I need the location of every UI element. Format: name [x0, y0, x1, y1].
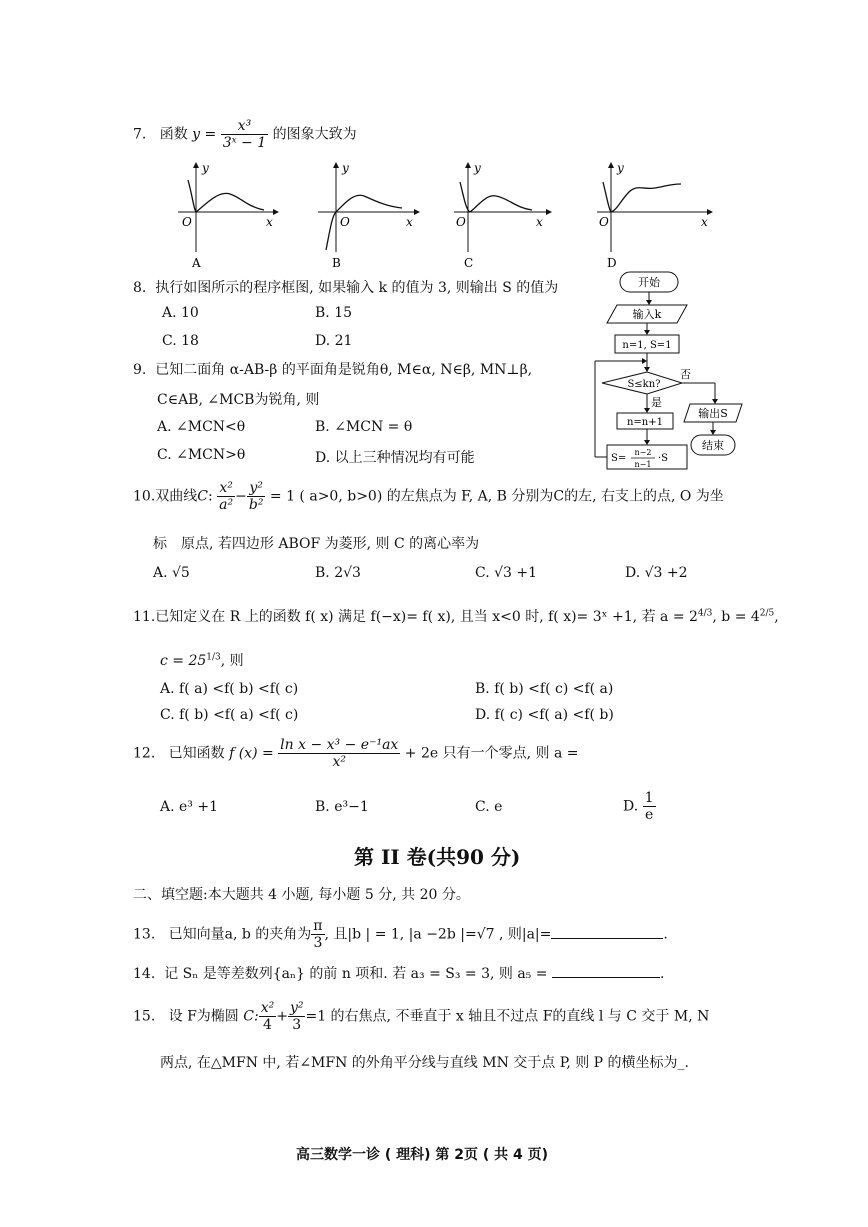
- q8-option-a: A. 10: [162, 305, 199, 321]
- q12-option-b: B. e³−1: [315, 799, 369, 815]
- q7-fraction: $\frac{\text{x³}}{\text{3ˣ − 1}}$: [222, 118, 267, 152]
- graph-b-origin: O: [340, 215, 350, 229]
- q12-option-a: A. e³ +1: [160, 799, 218, 815]
- graph-b-x-label: x: [406, 215, 413, 229]
- q15-frac-x: $\frac{\text{x²}}{4}$: [260, 1000, 275, 1034]
- q11-option-b: B. f( b) <f( c) <f( a): [475, 681, 614, 697]
- q9-stem-line2: C∈AB, ∠MCB为锐角, 则: [157, 392, 320, 408]
- q14-answer-blank[interactable]: [552, 977, 660, 978]
- graph-a-label: A: [192, 256, 201, 270]
- q15-frac-y: $\frac{\text{y²}}{3}$: [289, 1000, 304, 1034]
- flow-update-rhs: ·S: [658, 453, 669, 464]
- q11-stem-line2: $c = 25^{1/3}$, 则: [160, 652, 244, 669]
- flow-update-den: n−1: [634, 460, 652, 469]
- graph-d-origin: O: [599, 215, 609, 229]
- q12-option-d: D. $\frac{1}{e}$: [623, 790, 654, 824]
- graph-d-label: D: [607, 256, 617, 270]
- flow-init: n=1, S=1: [622, 340, 672, 351]
- flow-condition: S≤kn?: [627, 379, 661, 390]
- graph-b-y-label: y: [342, 161, 349, 175]
- graph-c-x-label: x: [536, 215, 543, 229]
- q8-option-c: C. 18: [162, 333, 199, 349]
- flow-update-num: n−2: [634, 448, 652, 457]
- q10-frac-x: $\frac{\text{x²}}{\text{a²}}$: [219, 480, 234, 514]
- q12-option-c: C. e: [475, 799, 503, 815]
- graph-c-origin: O: [456, 215, 466, 229]
- q9-stem-line1: 9. 已知二面角 α-AB-β 的平面角是锐角θ, M∈α, N∈β, MN⊥β,: [133, 362, 533, 378]
- q10-option-d: D. √3 +2: [625, 565, 688, 581]
- program-flowchart: [590, 265, 760, 475]
- q7-stem: 7. 函数 y = $\frac{\text{x³}}{\text{3ˣ − 1}}$ 的图象大致为: [133, 118, 357, 152]
- graph-c-y-label: y: [474, 161, 481, 175]
- q7-graph-a: [168, 160, 288, 270]
- q9-option-b: B. ∠MCN = θ: [315, 419, 413, 435]
- q10-option-c: C. √3 +1: [475, 565, 538, 581]
- q10-stem-line2: 标 原点, 若四边形 ABOF 为菱形, 则 C 的离心率为: [153, 536, 480, 552]
- flow-input: 输入k: [632, 308, 662, 321]
- flow-update-lhs: S=: [611, 453, 627, 464]
- section-2-intro: 二、填空题:本大题共 4 小题, 每小题 5 分, 共 20 分。: [133, 887, 470, 903]
- flow-start: 开始: [638, 276, 660, 289]
- q8-option-b: B. 15: [315, 305, 353, 321]
- q11-stem-line1: 11.已知定义在 R 上的函数 f( x) 满足 f(−x)= f( x), 且当 x<0 时, f( x)= 3ˣ +1, 若 $a = 2^{4/3}$, $b = 4^{2/5}$,: [133, 608, 779, 625]
- q13-stem: 13. 已知向量a, b 的夹角为 $\frac{\pi}{3}$ , 且|b | = 1, |a −2b |=√7 , 则|a|= .: [133, 918, 668, 952]
- graph-d-y-label: y: [617, 161, 624, 175]
- q7-graph-b: [312, 160, 432, 270]
- q7-graph-c: [450, 160, 570, 270]
- q8-option-d: D. 21: [315, 333, 353, 349]
- q9-option-c: C. ∠MCN>θ: [157, 447, 246, 463]
- flow-end: 结束: [702, 439, 724, 452]
- q12-fraction: $\frac{\text{ln x − x³ − e⁻¹ax}}{\text{x²}}$: [280, 737, 399, 771]
- q12-stem: 12. 已知函数 f (x) = $\frac{\text{ln x − x³ − e⁻¹ax}}{\text{x²}}$ + 2e 只有一个零点, 则 a =: [133, 737, 579, 771]
- q10-frac-y: $\frac{\text{y²}}{\text{b²}}$: [248, 480, 264, 514]
- q9-option-d: D. 以上三种情况均有可能: [315, 450, 475, 466]
- graph-d-x-label: x: [701, 215, 708, 229]
- q10-option-b: B. 2√3: [315, 565, 361, 581]
- flow-output: 输出S: [698, 407, 728, 420]
- q10-option-a: A. √5: [153, 565, 190, 581]
- q14-stem: 14. 记 Sₙ 是等差数列{aₙ} 的前 n 项和. 若 a₃ = S₃ = 3, 则 a₅ = .: [133, 966, 665, 982]
- q15-stem-line2: 两点, 在△MFN 中, 若∠MFN 的外角平分线与直线 MN 交于点 P, 则 P 的横坐标为_.: [160, 1055, 689, 1071]
- graph-a-y-label: y: [202, 161, 209, 175]
- graph-c-label: C: [464, 256, 474, 270]
- q13-answer-blank[interactable]: [551, 938, 663, 939]
- flow-yes-label: 是: [651, 396, 662, 409]
- q9-option-a: A. ∠MCN<θ: [157, 419, 246, 435]
- q15-stem-line1: 15. 设 F为椭圆 C: $\frac{\text{x²}}{4}$ + $\frac{\text{y²}}{3}$ =1 的右焦点, 不垂直于 x 轴且不过点 F的直线 l 与 C 交于 M, N: [133, 1000, 710, 1034]
- q11-option-c: C. f( b) <f( a) <f( c): [160, 707, 299, 723]
- q10-stem-line1: 10.双曲线C: $\frac{\text{x²}}{\text{a²}}$ − $\frac{\text{y²}}{\text{b²}}$ = 1 ( a>0, b>0) 的左焦点为 F, A, B 分别为C的左, 右支上的点, O 为坐: [133, 480, 724, 514]
- q11-option-a: A. f( a) <f( b) <f( c): [160, 681, 299, 697]
- flow-increment: n=n+1: [626, 417, 664, 428]
- graph-b-label: B: [332, 256, 341, 270]
- graph-a-origin: O: [182, 215, 192, 229]
- flow-no-label: 否: [680, 368, 691, 381]
- graph-a-x-label: x: [266, 215, 273, 229]
- q11-option-d: D. f( c) <f( a) <f( b): [475, 707, 614, 723]
- q13-fraction: $\frac{\pi}{3}$: [313, 918, 323, 952]
- page-footer: 高三数学一诊 ( 理科) 第 2页 ( 共 4 页): [296, 1147, 549, 1163]
- q7-graph-d: [593, 160, 718, 270]
- section-2-title: 第 II 卷(共90 分): [354, 845, 521, 869]
- q8-stem: 8. 执行如图所示的程序框图, 如果输入 k 的值为 3, 则输出 S 的值为: [133, 280, 559, 296]
